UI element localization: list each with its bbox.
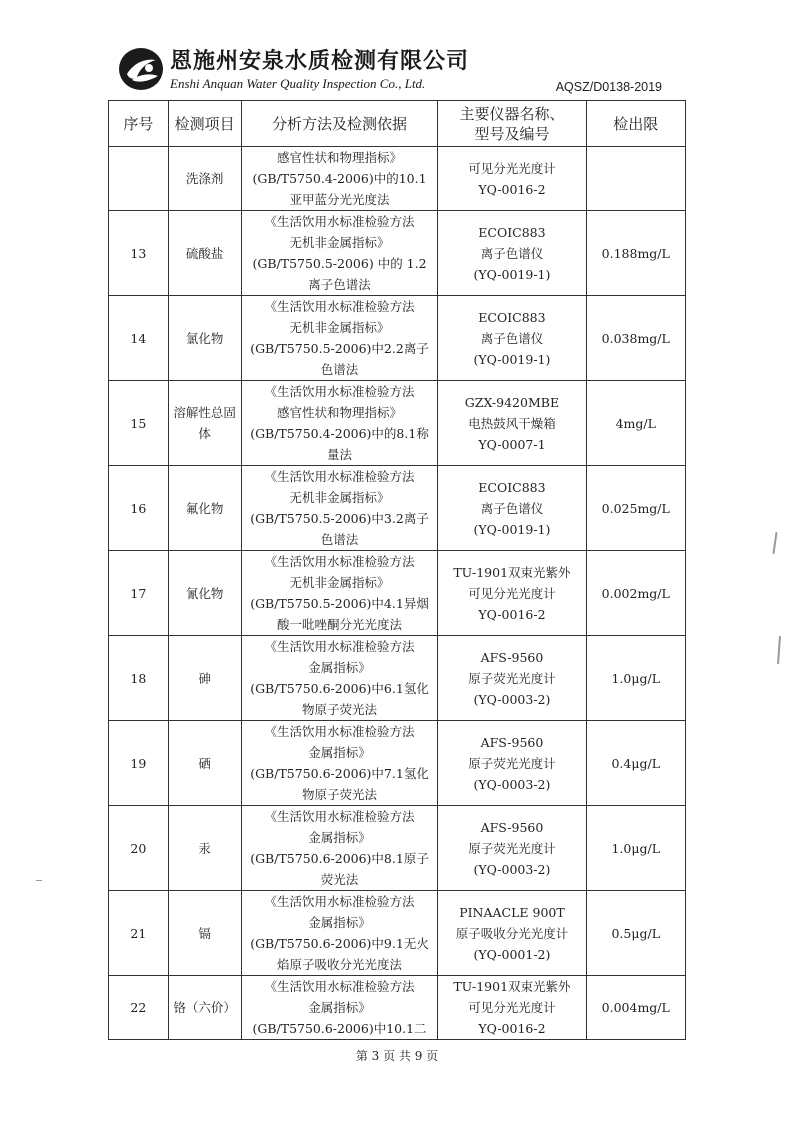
cell-no: 21 (109, 891, 169, 976)
cell-method-line: (GB/T5750.5-2006)中4.1异烟 (250, 596, 429, 611)
cell-no: 22 (109, 976, 169, 1040)
cell-instrument (438, 381, 586, 466)
cell-method-line: 物原子荧光法 (302, 702, 378, 717)
table-row (109, 891, 686, 976)
cell-no: 19 (109, 721, 169, 806)
cell-instrument-line: (YQ-0003-2) (473, 691, 551, 707)
cell-method-line: 感官性状和物理指标》 (277, 405, 403, 420)
cell-instrument-line: PINAACLE 900T (459, 904, 565, 920)
cell-instrument-line: (YQ-0003-2) (473, 776, 551, 792)
cell-instrument (438, 211, 586, 296)
table-row (109, 976, 686, 1040)
cell-instrument-line: 原子吸收分光光度计 (455, 925, 569, 941)
cell-method-line: 《生活饮用水标准检验方法 (264, 554, 415, 569)
cell-method (241, 381, 438, 466)
cell-no: 13 (109, 211, 169, 296)
scan-artifact-mark (36, 880, 42, 881)
cell-no: 17 (109, 551, 169, 636)
cell-instrument (438, 721, 586, 806)
cell-limit: 1.0μg/L (586, 636, 686, 721)
cell-instrument-line: 原子荧光光度计 (468, 670, 556, 686)
cell-no: 15 (109, 381, 169, 466)
cell-method-line: 物原子荧光法 (302, 787, 378, 802)
cell-instrument-line: TU-1901双束光紫外 (453, 564, 571, 580)
cell-method-line: 《生活饮用水标准检验方法 (264, 384, 415, 399)
cell-method-line: (GB/T5750.6-2006)中9.1无火 (250, 936, 429, 951)
table-row (109, 296, 686, 381)
page-number: 第 3 页 共 9 页 (355, 1049, 439, 1063)
cell-instrument-line: YQ-0016-2 (478, 181, 546, 197)
cell-method-line: (GB/T5750.4-2006)中的8.1称 (250, 426, 429, 441)
cell-no: 18 (109, 636, 169, 721)
cell-item: 汞 (168, 806, 241, 891)
cell-item: 硫酸盐 (168, 211, 241, 296)
cell-method-line: 无机非金属指标》 (289, 575, 390, 590)
cell-no: 14 (109, 296, 169, 381)
cell-method-line: 亚甲蓝分光光度法 (289, 192, 390, 207)
cell-method-line: (GB/T5750.5-2006) 中的 1.2 (252, 256, 427, 271)
table-row (109, 721, 686, 806)
cell-item: 氰化物 (168, 551, 241, 636)
cell-instrument-line: 电热鼓风干燥箱 (468, 415, 556, 431)
cell-instrument-line: 离子色谱仪 (480, 500, 544, 516)
cell-method-line: (GB/T5750.5-2006)中3.2离子 (250, 511, 429, 526)
cell-method-line: 荧光法 (320, 872, 359, 887)
table-body (109, 147, 686, 1040)
cell-method-line: (GB/T5750.6-2006)中6.1氢化 (250, 681, 429, 696)
cell-instrument (438, 551, 586, 636)
cell-instrument (438, 296, 586, 381)
cell-method-line: 金属指标》 (308, 745, 371, 760)
cell-limit (586, 147, 686, 211)
cell-instrument-line: ECOIC883 (478, 479, 546, 495)
cell-method-line: 《生活饮用水标准检验方法 (264, 299, 415, 314)
cell-method-line: (GB/T5750.6-2006)中10.1二 (252, 1021, 427, 1036)
cell-instrument (438, 806, 586, 891)
table-header-row (109, 101, 686, 147)
cell-method (241, 211, 438, 296)
cell-method (241, 806, 438, 891)
cell-instrument-line: TU-1901双束光紫外 (453, 979, 571, 994)
cell-method-line: 无机非金属指标》 (289, 320, 390, 335)
cell-method-line: 《生活饮用水标准检验方法 (264, 809, 415, 824)
scan-artifact-mark (772, 532, 777, 554)
cell-limit: 0.004mg/L (586, 976, 686, 1040)
company-name-en: Enshi Anquan Water Quality Inspection Co., Ltd. (170, 76, 426, 91)
cell-instrument-line: ECOIC883 (478, 224, 546, 240)
cell-method (241, 551, 438, 636)
table-row (109, 381, 686, 466)
cell-instrument-line: ECOIC883 (478, 309, 546, 325)
table-row (109, 806, 686, 891)
cell-method-line: 酸一吡唑酮分光光度法 (277, 617, 403, 632)
cell-instrument-line: 离子色谱仪 (480, 245, 544, 261)
cell-item: 铬（六价） (168, 976, 241, 1040)
scan-artifact-mark (777, 636, 781, 664)
table-row (109, 636, 686, 721)
cell-item: 氯化物 (168, 296, 241, 381)
cell-method-line: 焰原子吸收分光光度法 (277, 957, 403, 972)
header-instrument (438, 101, 586, 147)
cell-instrument-line: 离子色谱仪 (480, 330, 544, 346)
cell-no: 20 (109, 806, 169, 891)
cell-method-line: 无机非金属指标》 (289, 490, 390, 505)
cell-instrument-line: 原子荧光光度计 (468, 755, 556, 771)
cell-method-line: 《生活饮用水标准检验方法 (264, 724, 415, 739)
cell-instrument-line: 可见分光光度计 (468, 160, 556, 176)
cell-instrument-line: YQ-0007-1 (478, 436, 546, 452)
cell-method-line: 量法 (327, 447, 353, 462)
cell-item: 硒 (168, 721, 241, 806)
cell-method (241, 721, 438, 806)
header-method: 分析方法及检测依据 (241, 101, 438, 147)
cell-item: 镉 (168, 891, 241, 976)
company-name-cn: 恩施州安泉水质检测有限公司 (170, 48, 470, 74)
cell-instrument-line: AFS-9560 (480, 649, 544, 665)
header-no: 序号 (109, 101, 169, 147)
cell-instrument-line: 可见分光光度计 (468, 1000, 556, 1015)
cell-item: 氟化物 (168, 466, 241, 551)
cell-method-line: 金属指标》 (308, 1000, 371, 1015)
cell-method-line: 感官性状和物理指标》 (277, 150, 403, 165)
cell-method-line: (GB/T5750.4-2006)中的10.1 (252, 171, 427, 186)
cell-method-line: 金属指标》 (308, 660, 371, 675)
cell-method (241, 466, 438, 551)
cell-instrument-line: (YQ-0019-1) (473, 351, 551, 367)
table-row (109, 551, 686, 636)
cell-method-line: 《生活饮用水标准检验方法 (264, 894, 415, 909)
cell-instrument-line: (YQ-0019-1) (473, 521, 551, 537)
header-item: 检测项目 (168, 101, 241, 147)
cell-instrument-line: YQ-0016-2 (478, 1021, 546, 1036)
header-limit: 检出限 (586, 101, 686, 147)
cell-instrument (438, 891, 586, 976)
cell-item: 溶解性总固体 (168, 381, 241, 466)
water-drop-logo-icon (118, 46, 164, 92)
cell-method (241, 636, 438, 721)
cell-method-line: 《生活饮用水标准检验方法 (264, 469, 415, 484)
cell-instrument-line: (YQ-0003-2) (473, 861, 551, 877)
cell-method-line: 金属指标》 (308, 915, 371, 930)
cell-instrument (438, 466, 586, 551)
cell-no (109, 147, 169, 211)
cell-method-line: 无机非金属指标》 (289, 235, 390, 250)
cell-method-line: (GB/T5750.6-2006)中8.1原子 (250, 851, 429, 866)
cell-method-line: 《生活饮用水标准检验方法 (264, 214, 415, 229)
cell-method-line: (GB/T5750.5-2006)中2.2离子 (250, 341, 429, 356)
cell-method-line: 离子色谱法 (308, 277, 371, 292)
cell-method-line: 《生活饮用水标准检验方法 (264, 639, 415, 654)
cell-item: 砷 (168, 636, 241, 721)
cell-no: 16 (109, 466, 169, 551)
cell-instrument-line: (YQ-0001-2) (473, 946, 551, 962)
cell-instrument (438, 147, 586, 211)
cell-instrument-line: 可见分光光度计 (468, 585, 556, 601)
cell-method-line: 色谱法 (320, 362, 359, 377)
cell-method (241, 976, 438, 1040)
cell-method (241, 147, 438, 211)
table-row (109, 466, 686, 551)
cell-method (241, 891, 438, 976)
test-methods-table (108, 100, 686, 1040)
cell-method-line: 《生活饮用水标准检验方法 (264, 979, 415, 994)
cell-method (241, 296, 438, 381)
table-row (109, 147, 686, 211)
cell-limit: 1.0μg/L (586, 806, 686, 891)
table-row (109, 211, 686, 296)
cell-instrument (438, 636, 586, 721)
cell-instrument (438, 976, 586, 1040)
cell-limit: 0.5μg/L (586, 891, 686, 976)
cell-instrument-line: 原子荧光光度计 (468, 840, 556, 856)
cell-instrument-line: AFS-9560 (480, 819, 544, 835)
cell-limit: 0.038mg/L (586, 296, 686, 381)
document-code: AQSZ/D0138-2019 (555, 80, 662, 94)
header-instrument-line2: 型号及编号 (474, 124, 550, 143)
cell-limit: 0.025mg/L (586, 466, 686, 551)
cell-method-line: (GB/T5750.6-2006)中7.1氢化 (250, 766, 429, 781)
cell-method-line: 金属指标》 (308, 830, 371, 845)
cell-item: 洗涤剂 (168, 147, 241, 211)
cell-instrument-line: GZX-9420MBE (464, 394, 560, 410)
cell-instrument-line: AFS-9560 (480, 734, 544, 750)
cell-instrument-line: YQ-0016-2 (478, 606, 546, 622)
cell-limit: 0.002mg/L (586, 551, 686, 636)
cell-limit: 0.188mg/L (586, 211, 686, 296)
cell-limit: 4mg/L (586, 381, 686, 466)
header-instrument-line1: 主要仪器名称、 (459, 104, 565, 123)
cell-method-line: 色谱法 (320, 532, 359, 547)
cell-instrument-line: (YQ-0019-1) (473, 266, 551, 282)
cell-limit: 0.4μg/L (586, 721, 686, 806)
